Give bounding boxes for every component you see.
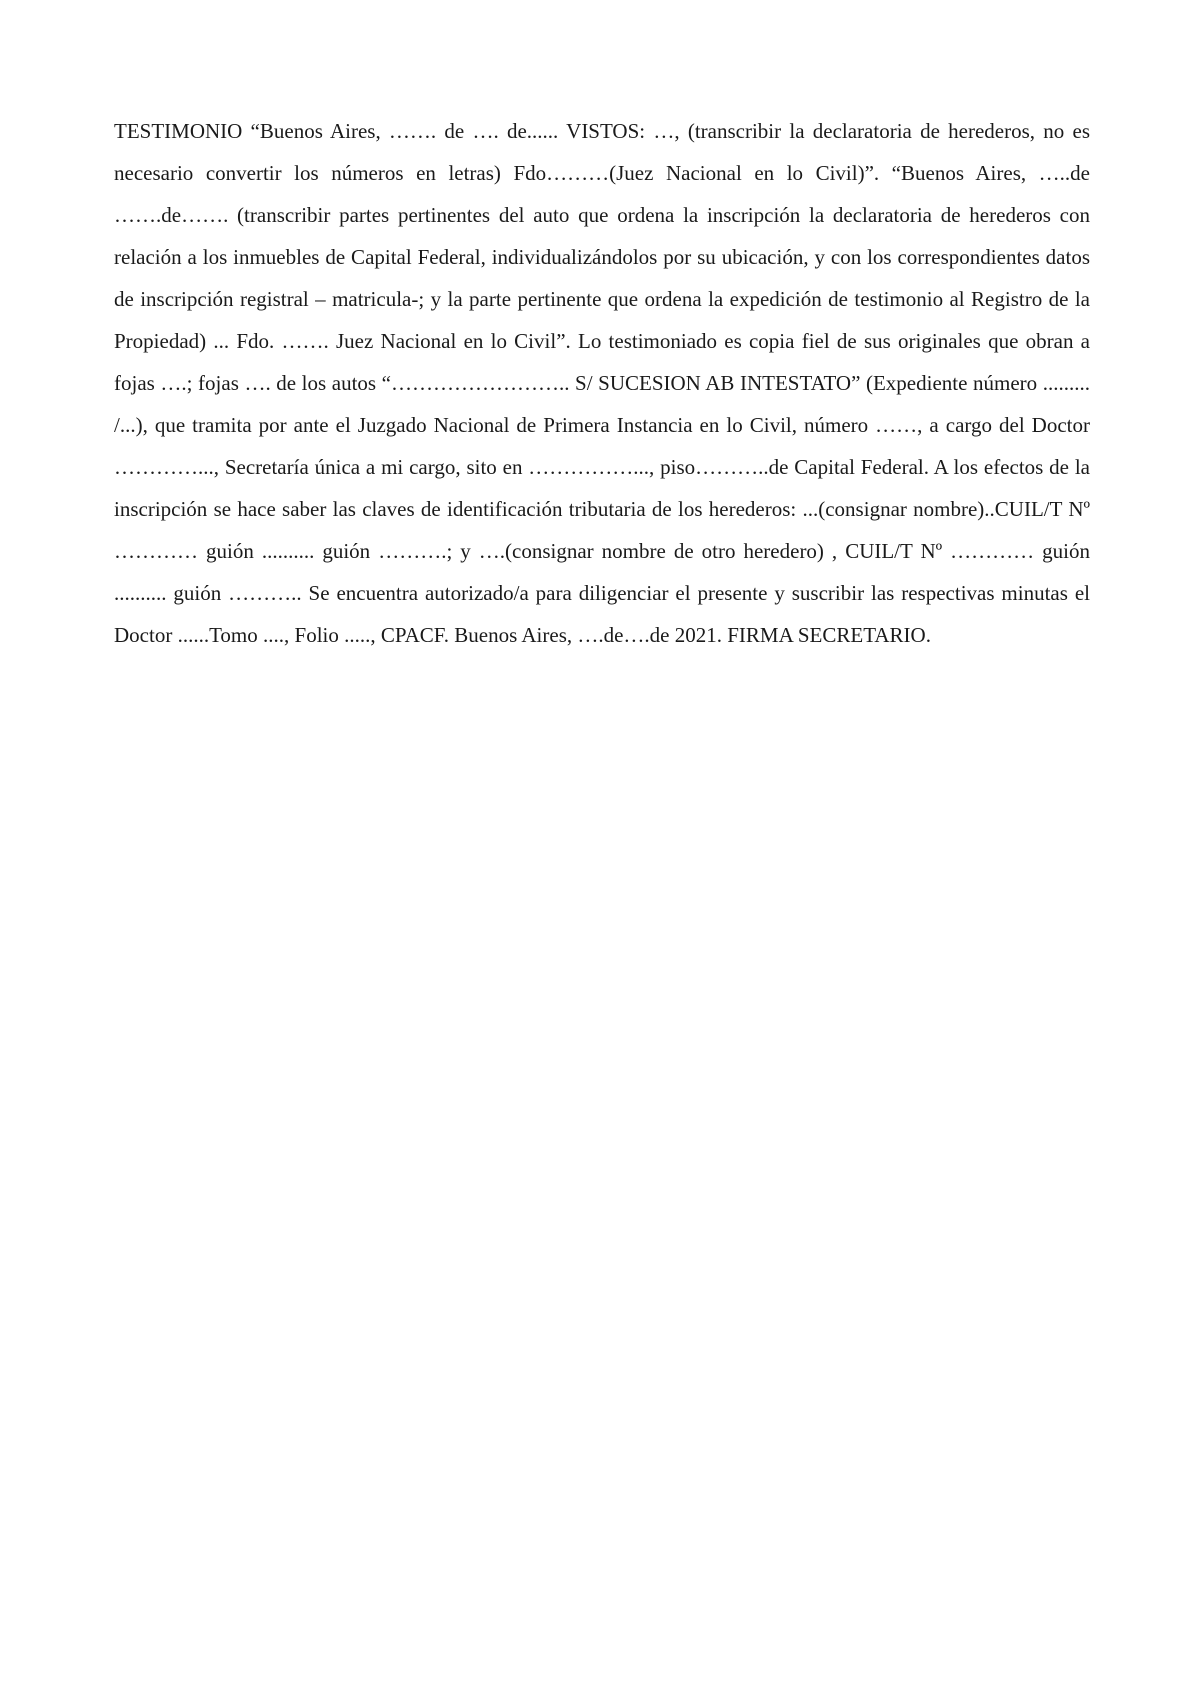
document-body [114,110,1090,656]
testimonio-paragraph: TESTIMONIO “Buenos Aires, ……. de …. de...... VISTOS: …, (transcribir la declaratoria de herederos, no es necesario convertir los números en letras) Fdo………(Juez Nacional en lo Civil)”. “Buenos Aires, …..de …….de……. (transcribir partes pertinentes del auto que ordena la inscripción la declaratoria de herederos con relación a los inmuebles de Capital Federal, individualizándolos por su ubicación, y con los correspondientes datos de inscripción registral – matricula-; y la parte pertinente que ordena la expedición de testimonio al Registro de la Propiedad) ... Fdo. ……. Juez Nacional en lo Civil”. Lo testimoniado es copia fiel de sus originales que obran a fojas ….; fojas …. de los autos “…………………….. S/ SUCESION AB INTESTATO” (Expediente número ......... /...), que tramita por ante el Juzgado Nacional de Primera Instancia en lo Civil, número ……, a cargo del Doctor …………..., Secretaría única a mi cargo, sito en ……………..., piso………..de Capital Federal. A los efectos de la inscripción se hace saber las claves de identificación tributaria de los herederos: ...(consignar nombre)..CUIL/T Nº ………… guión .......... guión ……….; y ….(consignar nombre de otro heredero) , CUIL/T Nº ………… guión .......... guión ……….. Se encuentra autorizado/a para diligenciar el presente y suscribir las respectivas minutas el Doctor ......Tomo ...., Folio ....., CPACF. Buenos Aires, ….de….de 2021. FIRMA SECRETARIO. [114,119,1090,647]
